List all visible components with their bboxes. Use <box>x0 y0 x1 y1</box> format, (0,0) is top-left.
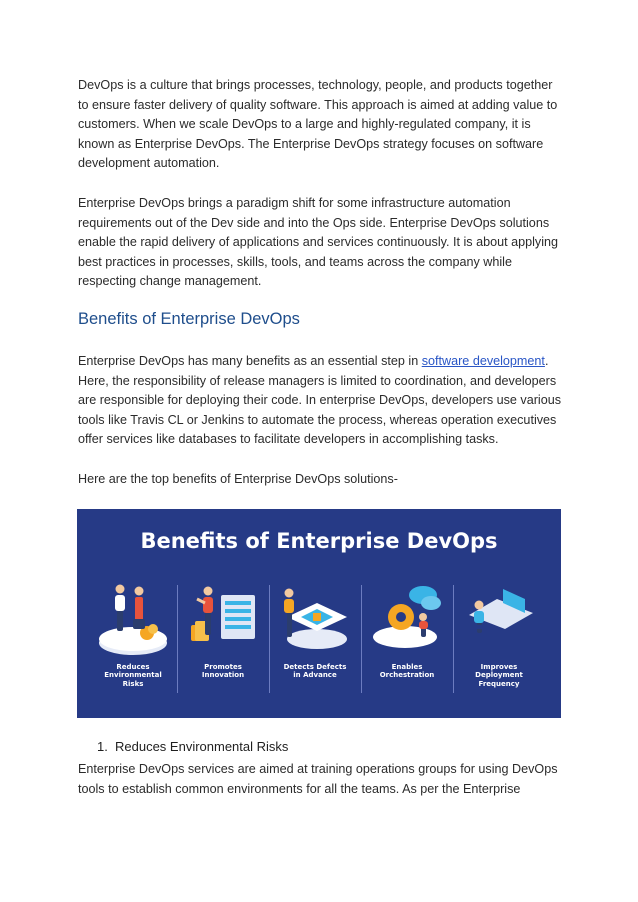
team-risk-icon <box>87 573 179 659</box>
benefit-caption: Promotes Innovation <box>201 663 245 680</box>
gear-cloud-icon <box>361 573 453 659</box>
server-innovation-icon <box>177 573 269 659</box>
environment-paragraph: Enterprise DevOps services are aimed at training operations groups for using DevOps tools to establish common environments for all the teams. As per the Enterprise <box>78 762 558 796</box>
benefit-caption: Improves Deployment Frequency <box>475 663 523 688</box>
benefits-paragraph <box>78 352 566 450</box>
benefit-improves-deployment <box>453 573 545 701</box>
list-item-heading <box>97 739 288 754</box>
intro-paragraph: DevOps is a culture that brings processes, technology, people, and products together to ensure faster delivery of quality software. This approach is aimed at adding value to customers. When we scale DevOps to a large and highly-regulated company, it is known as Enterprise DevOps. The Enterprise DevOps strategy focuses on software development automation. <box>78 78 558 171</box>
benefit-detects-defects <box>269 573 361 701</box>
benefits-text-start: Enterprise DevOps has many benefits as an essential step in <box>78 354 422 368</box>
benefit-caption: Detects Defects in Advance <box>283 663 347 680</box>
benefits-infographic <box>77 509 561 718</box>
paradigm-paragraph: Enterprise DevOps brings a paradigm shift for some infrastructure automation requirements out of the Dev side and into the Ops side. Enterprise DevOps solutions enable the rapid delivery of applications and services continuously. It is about applying best practices in processes, skills, tools, and teams across the company while respecting change management. <box>78 196 559 289</box>
desk-deployment-icon <box>453 573 545 659</box>
benefits-text-end: . Here, the responsibility of release managers is limited to coordination, and developers are responsible for deploying their code. In enterprise DevOps, developers use various tools like Travis CL or Jenkins to automate the process, whereas operation executives offer services like databases to facilitate developers in accomplishing tasks. <box>78 354 562 447</box>
benefit-enables-orchestration <box>361 573 453 701</box>
software-development-link[interactable]: software development <box>421 354 545 368</box>
benefit-caption: Reduces Environmental Risks <box>104 663 162 688</box>
chip-defects-icon <box>269 573 361 659</box>
list-number: 1. <box>97 739 108 754</box>
benefit-caption: Enables Orchestration <box>379 663 435 680</box>
benefit-promotes-innovation <box>177 573 269 701</box>
list-item-title: Reduces Environmental Risks <box>115 739 289 754</box>
benefit-reduces-risks <box>87 573 179 701</box>
top-benefits-paragraph: Here are the top benefits of Enterprise DevOps solutions- <box>78 472 398 486</box>
section-heading: Benefits of Enterprise DevOps <box>78 310 300 328</box>
infographic-title: Benefits of Enterprise DevOps <box>140 529 498 553</box>
